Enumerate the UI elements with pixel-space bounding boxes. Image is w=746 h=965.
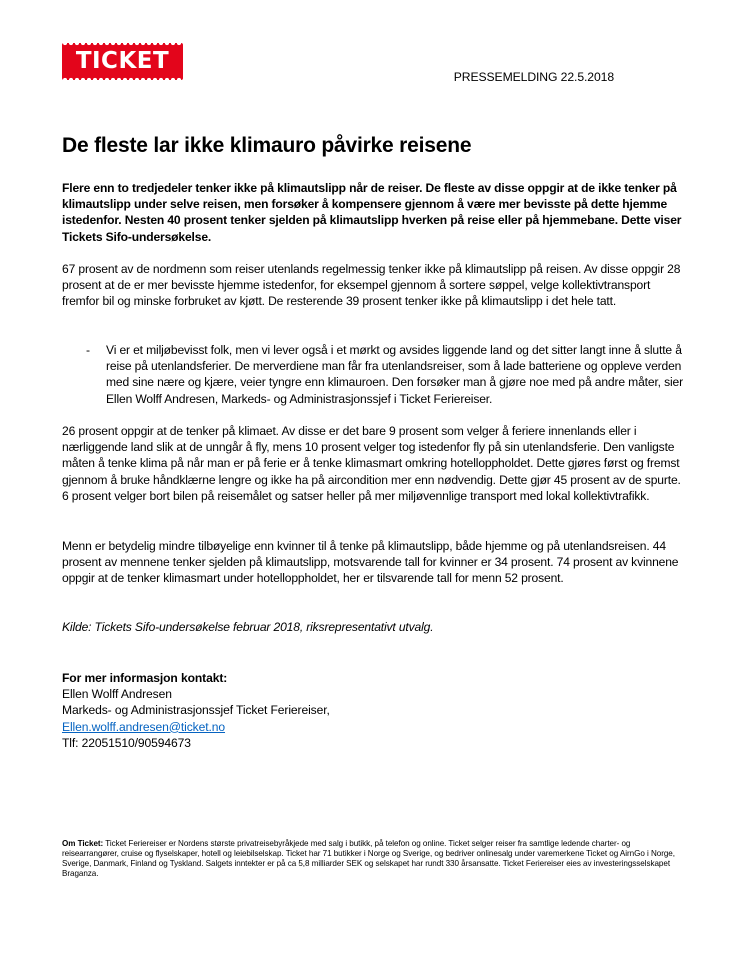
source-note: Kilde: Tickets Sifo-undersøkelse februar 2018, riksrepresentativt utvalg. (62, 620, 434, 634)
contact-heading: For mer informasjon kontakt: (62, 671, 228, 685)
footer-label: Om Ticket: (62, 839, 104, 848)
page-title: De fleste lar ikke klimauro påvirke reisene (62, 134, 472, 157)
body-paragraph-2: 26 prosent oppgir at de tenker på klimaet. Av disse er det bare 9 prosent som velger å feriere innenlands eller i nærliggende land slik at de unngår å fly, mens 10 prosent velger tog istedenfor fly på sin utenlandsferie. Den vanligste måten å tenke klima på når man er på ferie er å tenke klimasmart omkring hotelloppholdet. Dette gjøres først og fremst gjennom å bruke håndklærne lengre og ikke ha på aircondition mer enn nødvendig. Dette gjør 45 prosent av de spurte. 6 prosent velger bort bilen på reisemålet og satser heller på mer miljøvennlige transport med lokal kollektivtrafikk. (62, 424, 681, 503)
body-paragraph-3: Menn er betydelig mindre tilbøyelige enn kvinner til å tenke på klimautslipp, både hjemme og på utenlandsreisen. 44 prosent av mennene tenker sjelden på klimautslipp, motsvarende tall for kvinner er 34 prosent. 74 prosent av kvinnene oppgir at de tenker klimasmart under hotelloppholdet, her er tilsvarende tall for menn 52 prosent. (62, 539, 679, 586)
quote-paragraph: Vi er et miljøbevisst folk, men vi lever også i et mørkt og avsides liggende land og det sitter langt inne å slutte å reise på utenlandsferier. De merverdiene man får fra utenlandsreiser, som å lade batteriene og oppleve verden med sine nære og kjære, veier tyngre enn klimauroen. Den forsøker man å gjøre noe med på andre måter, sier Ellen Wolff Andresen, Markeds- og Administrasjonssjef i Ticket Feriereiser. (106, 343, 683, 406)
contact-name: Ellen Wolff Andresen (62, 687, 172, 702)
press-release-date: PRESSEMELDING 22.5.2018 (453, 70, 614, 84)
quote-dash: - (86, 343, 91, 357)
contact-block (62, 670, 330, 751)
body-paragraph-1: 67 prosent av de nordmenn som reiser utenlands regelmessig tenker ikke på klimautslipp på reisen. Av disse oppgir 28 prosent at de er mer bevisste hjemme istedenfor, for eksempel gjennom å sortere søppel, velge kollektivtransport fremfor bil og minske forbruket av kjøtt. De resterende 39 prosent tenker ikke på klimautslipp i det hele tatt. (62, 262, 681, 309)
ticket-logo (62, 43, 183, 80)
about-ticket-footer (62, 839, 687, 879)
logo-text: TICKET (75, 48, 170, 74)
lead-paragraph: Flere enn to tredjedeler tenker ikke på klimautslipp når de reiser. De fleste av disse oppgir at de ikke tenker på klimautslipp under selve reisen, men forsøker å kompensere gjennom å være mer bevisste på dette hjemme istedenfor. Nesten 40 prosent tenker sjelden på klimautslipp hverken på reise eller på hjemmebane. Dette viser Tickets Sifo-undersøkelse. (62, 181, 682, 244)
contact-role: Markeds- og Administrasjonssjef Ticket Feriereiser, (62, 703, 330, 718)
contact-phone: Tlf: 22051510/90594673 (62, 735, 191, 750)
footer-text: Ticket Feriereiser er Nordens største privatreisebyråkjede med salg i butikk, på telefon og online. Ticket selger reiser fra samtlige ledende charter- og reisearrangører, cruise og flyselskaper, hotell og leiebilselskap. Ticket har 71 butikker i Norge og Sverige, og bedriver onlinesalg under varemerkene Ticket og AirnGo i Norge, Sverige, Danmark, Finland og Tyskland. Salgets inntekter er på ca 5,8 milliarder SEK og selskapet har rundt 330 årsansatte. Ticket Feriereiser eies av investeringsselskapet Braganza. (62, 839, 675, 878)
contact-email-link[interactable]: Ellen.wolff.andresen@ticket.no (62, 719, 226, 734)
